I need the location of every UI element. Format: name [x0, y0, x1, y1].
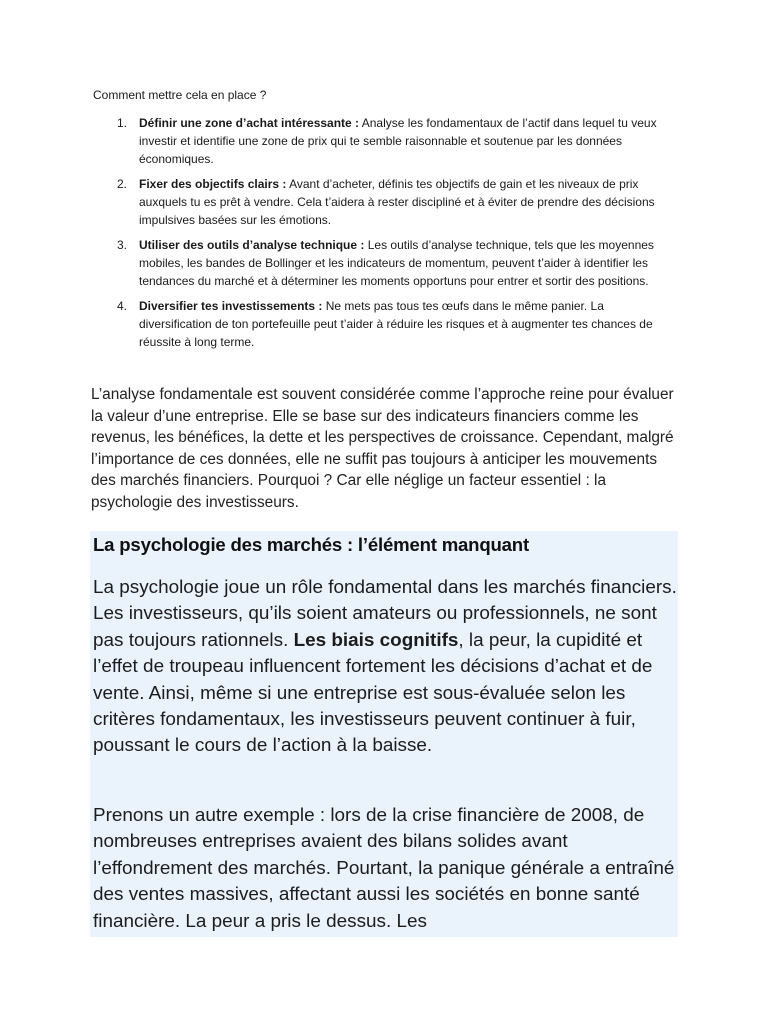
list-item: [93, 114, 665, 168]
list-number: 3.: [117, 238, 128, 252]
psychology-paragraph: [93, 575, 678, 760]
list-item-label: Utiliser des outils d’analyse technique :: [139, 238, 365, 252]
list-item-text: Analyse les fondamentaux de l’actif dans lequel tu veux investir et identifie une zone de prix qui te semble raisonnable et soutenue par les données économiques.: [139, 116, 657, 166]
list-number: 4.: [117, 299, 128, 313]
list-item-text: Avant d’acheter, définis tes objectifs de gain et les niveaux de prix auxquels tu es prêt à vendre. Cela t’aidera à rester discipliné et à éviter de prendre des décisions impulsives basées sur les émotions.: [139, 177, 655, 227]
list-number: 1.: [117, 116, 128, 130]
list-item-text: Les outils d’analyse technique, tels que les moyennes mobiles, les bandes de Bollinger et les indicateurs de momentum, peuvent t’aider à identifier les tendances du marché et à déterminer les moments opportuns pour entrer et sortir des positions.: [139, 238, 654, 288]
list-item: [93, 236, 665, 290]
list-item: [93, 175, 665, 229]
example-paragraph: Prenons un autre exemple : lors de la crise financière de 2008, de nombreuses entreprises avaient des bilans solides avant l’effondrement des marchés. Pourtant, la panique générale a entraîné des ventes massives, affectant aussi les sociétés en bonne santé financière. La peur a pris le dessus. Les: [93, 805, 675, 932]
paragraph-text: La psychologie joue un rôle fondamental dans les marchés financiers. Les investisseurs, qu’ils soient amateurs ou professionnels, ne sont pas toujours rationnels.: [93, 577, 677, 651]
steps-list: [93, 114, 665, 358]
list-item-text: Ne mets pas tous tes œufs dans le même panier. La diversification de ton portefeuille peut t’aider à réduire les risques et à augmenter tes chances de réussite à long terme.: [139, 299, 653, 349]
list-item-label: Définir une zone d’achat intéressante :: [139, 116, 360, 130]
fundamental-analysis-paragraph: L’analyse fondamentale est souvent considérée comme l’approche reine pour évaluer la valeur d’une entreprise. Elle se base sur des indicateurs financiers comme les revenus, les bénéfices, la dette et les perspectives de croissance. Cependant, malgré l’importance de ces données, elle ne suffit pas toujours à anticiper les mouvements des marchés financiers. Pourquoi ? Car elle néglige un facteur essentiel : la psychologie des investisseurs.: [91, 386, 674, 511]
list-item-label: Fixer des objectifs clairs :: [139, 177, 287, 191]
list-item: [93, 297, 665, 351]
list-item-label: Diversifier tes investissements :: [139, 299, 323, 313]
section-heading: La psychologie des marchés : l’élément manquant: [93, 534, 529, 555]
bold-phrase: Les biais cognitifs: [293, 629, 459, 651]
highlighted-section: [90, 531, 678, 937]
list-number: 2.: [117, 177, 128, 191]
paragraph-text: , la peur, la cupidité et l’effet de troupeau influencent fortement les décisions d’achat et de vente. Ainsi, même si une entreprise est sous-évaluée selon les critères fondamentaux, les investisseurs peuvent continuer à fuir, poussant le cours de l’action à la baisse.: [93, 629, 653, 757]
intro-question: Comment mettre cela en place ?: [93, 88, 267, 102]
